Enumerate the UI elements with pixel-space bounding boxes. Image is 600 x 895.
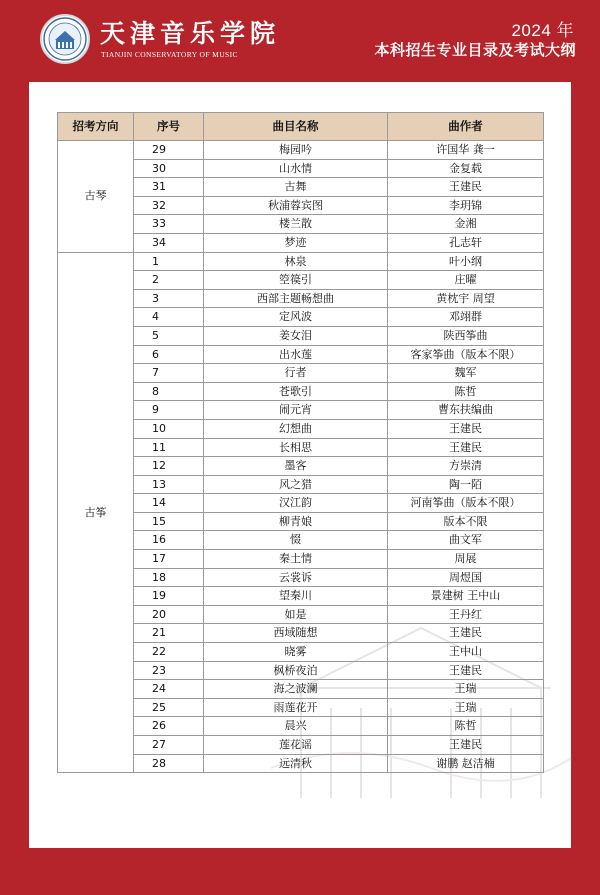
title-cell: 晓雾 bbox=[204, 643, 388, 662]
composer-cell: 版本不限 bbox=[388, 512, 544, 531]
composer-cell: 庄曜 bbox=[388, 271, 544, 290]
number-cell: 23 bbox=[134, 661, 204, 680]
title-cell: 惙 bbox=[204, 531, 388, 550]
composer-cell: 王瑞 bbox=[388, 698, 544, 717]
number-cell: 29 bbox=[134, 141, 204, 160]
composer-cell: 叶小纲 bbox=[388, 252, 544, 271]
title-cell: 晨兴 bbox=[204, 717, 388, 736]
number-cell: 8 bbox=[134, 382, 204, 401]
title-cell: 西部主题畅想曲 bbox=[204, 289, 388, 308]
composer-cell: 王建民 bbox=[388, 419, 544, 438]
title-cell: 行者 bbox=[204, 364, 388, 383]
conservatory-emblem-icon bbox=[42, 16, 88, 62]
composer-cell: 陕西筝曲 bbox=[388, 326, 544, 345]
composer-cell: 王建民 bbox=[388, 624, 544, 643]
direction-cell: 古琴 bbox=[58, 141, 134, 253]
school-slogan: 追求完美 创造卓越 bbox=[232, 878, 368, 894]
composer-cell: 王建民 bbox=[388, 736, 544, 755]
title-cell: 柳青娘 bbox=[204, 512, 388, 531]
slogan-ornament bbox=[225, 868, 375, 874]
composer-cell: 景建树 王中山 bbox=[388, 587, 544, 606]
number-cell: 17 bbox=[134, 550, 204, 569]
composer-cell: 周煜国 bbox=[388, 568, 544, 587]
composer-cell: 许国华 龚一 bbox=[388, 141, 544, 160]
number-cell: 31 bbox=[134, 178, 204, 197]
number-cell: 27 bbox=[134, 736, 204, 755]
title-cell: 莲花谣 bbox=[204, 736, 388, 755]
title-cell: 梦迹 bbox=[204, 233, 388, 252]
table-row bbox=[58, 252, 544, 271]
composer-cell: 王建民 bbox=[388, 178, 544, 197]
number-cell: 4 bbox=[134, 308, 204, 327]
composer-cell: 曲文军 bbox=[388, 531, 544, 550]
composer-cell: 金湘 bbox=[388, 215, 544, 234]
page-footer bbox=[29, 875, 571, 895]
column-header-composer: 曲作者 bbox=[388, 113, 544, 141]
number-cell: 25 bbox=[134, 698, 204, 717]
composer-cell: 王建民 bbox=[388, 438, 544, 457]
number-cell: 2 bbox=[134, 271, 204, 290]
title-cell: 箜篌引 bbox=[204, 271, 388, 290]
composer-cell: 邓翊群 bbox=[388, 308, 544, 327]
title-cell: 定风波 bbox=[204, 308, 388, 327]
title-cell: 枫桥夜泊 bbox=[204, 661, 388, 680]
number-cell: 30 bbox=[134, 159, 204, 178]
title-cell: 山水情 bbox=[204, 159, 388, 178]
number-cell: 28 bbox=[134, 754, 204, 773]
composer-cell: 谢鹏 赵洁楠 bbox=[388, 754, 544, 773]
number-cell: 19 bbox=[134, 587, 204, 606]
page-header bbox=[0, 0, 600, 82]
table-row bbox=[58, 141, 544, 160]
composer-cell: 曹东扶编曲 bbox=[388, 401, 544, 420]
title-cell: 出水莲 bbox=[204, 345, 388, 364]
title-cell: 秋浦蓉宾图 bbox=[204, 196, 388, 215]
title-cell: 远清秋 bbox=[204, 754, 388, 773]
composer-cell: 王丹红 bbox=[388, 605, 544, 624]
composer-cell: 王瑞 bbox=[388, 680, 544, 699]
title-cell: 古舞 bbox=[204, 178, 388, 197]
number-cell: 21 bbox=[134, 624, 204, 643]
title-cell: 闹元宵 bbox=[204, 401, 388, 420]
composer-cell: 魏军 bbox=[388, 364, 544, 383]
number-cell: 33 bbox=[134, 215, 204, 234]
number-cell: 14 bbox=[134, 494, 204, 513]
title-cell: 望秦川 bbox=[204, 587, 388, 606]
composer-cell: 陶一陌 bbox=[388, 475, 544, 494]
school-name-en: TIANJIN CONSERVATORY OF MUSIC bbox=[101, 50, 238, 59]
number-cell: 32 bbox=[134, 196, 204, 215]
composer-cell: 孔志轩 bbox=[388, 233, 544, 252]
title-cell: 秦土情 bbox=[204, 550, 388, 569]
column-header-title: 曲目名称 bbox=[204, 113, 388, 141]
title-cell: 风之猎 bbox=[204, 475, 388, 494]
number-cell: 5 bbox=[134, 326, 204, 345]
title-cell: 海之波澜 bbox=[204, 680, 388, 699]
title-cell: 西域随想 bbox=[204, 624, 388, 643]
column-header-number: 序号 bbox=[134, 113, 204, 141]
title-cell: 雨莲花开 bbox=[204, 698, 388, 717]
composer-cell: 周展 bbox=[388, 550, 544, 569]
composer-cell: 王中山 bbox=[388, 643, 544, 662]
title-cell: 如是 bbox=[204, 605, 388, 624]
number-cell: 20 bbox=[134, 605, 204, 624]
title-cell: 楼兰散 bbox=[204, 215, 388, 234]
direction-cell: 古筝 bbox=[58, 252, 134, 773]
number-cell: 13 bbox=[134, 475, 204, 494]
title-cell: 汉江韵 bbox=[204, 494, 388, 513]
composer-cell: 黄枕宇 周望 bbox=[388, 289, 544, 308]
title-cell: 姜女泪 bbox=[204, 326, 388, 345]
header-subtitle: 本科招生专业目录及考试大纲 bbox=[374, 41, 576, 59]
title-cell: 幻想曲 bbox=[204, 419, 388, 438]
header-year: 2024 年 bbox=[511, 21, 574, 40]
title-cell: 梅园吟 bbox=[204, 141, 388, 160]
composer-cell: 客家筝曲（版本不限） bbox=[388, 345, 544, 364]
number-cell: 18 bbox=[134, 568, 204, 587]
number-cell: 1 bbox=[134, 252, 204, 271]
title-cell: 墨客 bbox=[204, 457, 388, 476]
title-cell: 苍歌引 bbox=[204, 382, 388, 401]
title-cell: 林泉 bbox=[204, 252, 388, 271]
table-header-row bbox=[58, 113, 544, 141]
number-cell: 3 bbox=[134, 289, 204, 308]
number-cell: 15 bbox=[134, 512, 204, 531]
number-cell: 7 bbox=[134, 364, 204, 383]
number-cell: 9 bbox=[134, 401, 204, 420]
composer-cell: 河南筝曲（版本不限） bbox=[388, 494, 544, 513]
table-body bbox=[58, 141, 544, 773]
number-cell: 10 bbox=[134, 419, 204, 438]
composer-cell: 金复载 bbox=[388, 159, 544, 178]
number-cell: 24 bbox=[134, 680, 204, 699]
number-cell: 6 bbox=[134, 345, 204, 364]
composer-cell: 方崇清 bbox=[388, 457, 544, 476]
repertoire-table bbox=[57, 112, 544, 773]
number-cell: 22 bbox=[134, 643, 204, 662]
school-name-cn: 天津音乐学院 bbox=[100, 19, 281, 48]
school-logo bbox=[40, 14, 90, 64]
title-cell: 云裳诉 bbox=[204, 568, 388, 587]
composer-cell: 陈哲 bbox=[388, 717, 544, 736]
column-header-direction: 招考方向 bbox=[58, 113, 134, 141]
number-cell: 11 bbox=[134, 438, 204, 457]
number-cell: 12 bbox=[134, 457, 204, 476]
composer-cell: 王建民 bbox=[388, 661, 544, 680]
page-sheet bbox=[29, 82, 571, 894]
number-cell: 16 bbox=[134, 531, 204, 550]
number-cell: 34 bbox=[134, 233, 204, 252]
number-cell: 26 bbox=[134, 717, 204, 736]
composer-cell: 李玥锦 bbox=[388, 196, 544, 215]
title-cell: 长相思 bbox=[204, 438, 388, 457]
composer-cell: 陈哲 bbox=[388, 382, 544, 401]
